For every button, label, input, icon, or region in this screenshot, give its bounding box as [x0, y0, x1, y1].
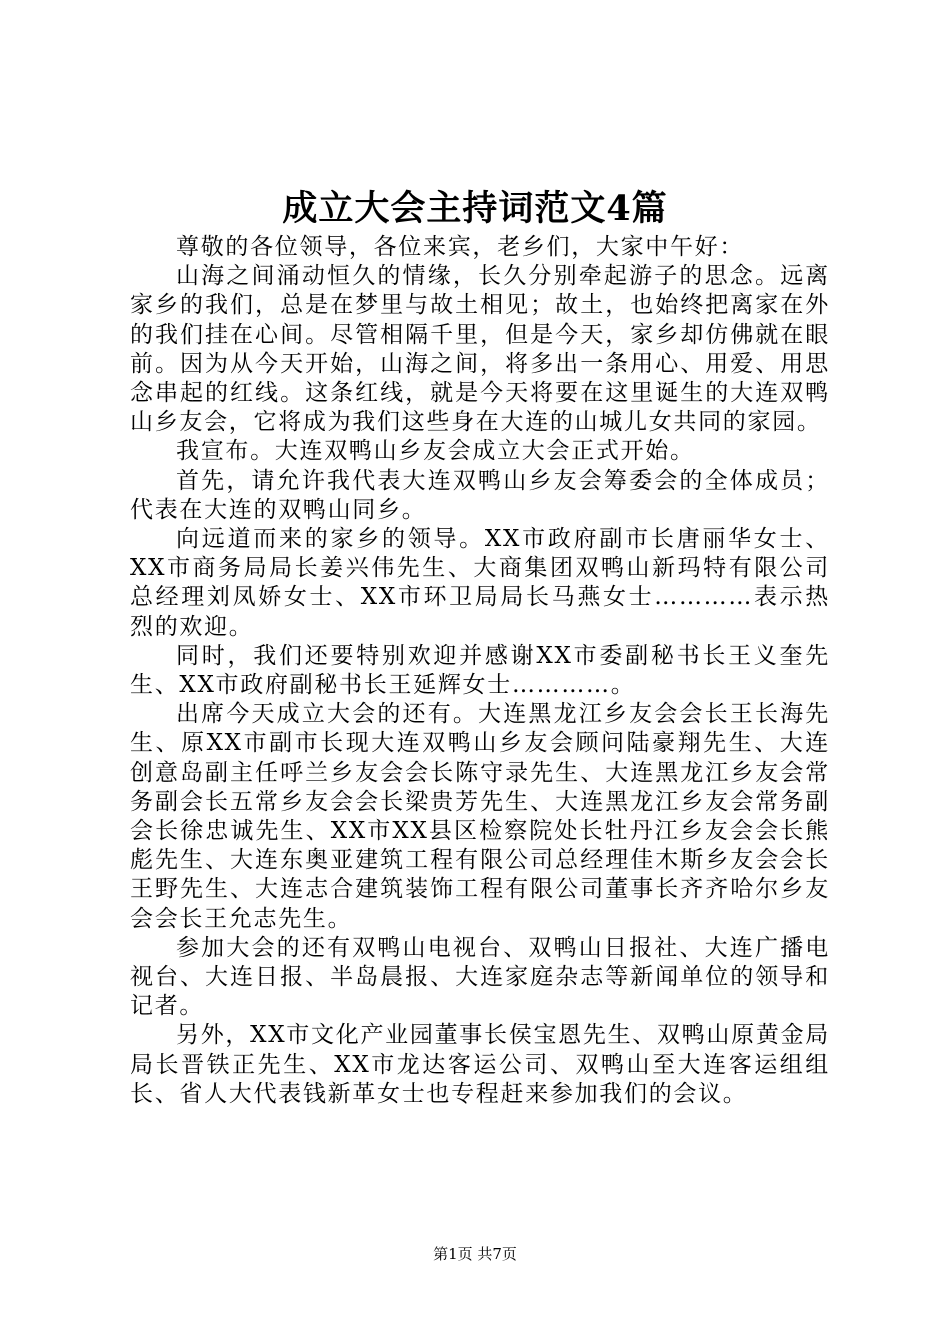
paragraph-welcome-leaders: 向远道而来的家乡的领导。XX市政府副市长唐丽华女士、XX市商务局局长姜兴伟先生、大商集团双鸭山新玛特有限公司总经理刘凤娇女士、XX市环卫局局长马燕女士…………表示热烈的欢迎。: [130, 526, 830, 640]
paragraph-media: 参加大会的还有双鸭山电视台、双鸭山日报社、大连广播电视台、大连日报、半岛晨报、大连家庭杂志等新闻单位的领导和记者。: [130, 934, 830, 1020]
paragraph-first: 首先，请允许我代表大连双鸭山乡友会筹委会的全体成员；代表在大连的双鸭山同乡。: [130, 467, 830, 523]
paragraph-others: 另外，XX市文化产业园董事长侯宝恩先生、双鸭山原黄金局局长晋铁正先生、XX市龙达客运公司、双鸭山至大连客运组组长、省人大代表钱新革女士也专程赶来参加我们的会议。: [130, 1022, 830, 1107]
paragraph-attendees: 出席今天成立大会的还有。大连黑龙江乡友会会长王长海先生、原XX市副市长现大连双鸭山乡友会顾问陆豪翔先生、大连创意岛副主任呼兰乡友会会长陈守录先生、大连黑龙江乡友会常务副会长五常乡友会会长梁贵芳先生、大连黑龙江乡友会常务副会长徐忠诚先生、XX市XX县区检察院处长牡丹江乡友会会长熊彪先生、大连东奥亚建筑工程有限公司总经理佳木斯乡友会会长王野先生、大连志合建筑装饰工程有限公司董事长齐齐哈尔乡友会会长王允志先生。: [130, 701, 830, 932]
document-title: 成立大会主持词范文4篇: [282, 188, 668, 229]
paragraph-announcement: 我宣布。大连双鸭山乡友会成立大会正式开始。: [176, 438, 695, 465]
paragraph-greeting: 尊敬的各位领导，各位来宾，老乡们，大家中午好：: [176, 234, 745, 260]
paragraph-opening: 山海之间涌动恒久的情缘，长久分别牵起游子的思念。远离家乡的我们，总是在梦里与故土相见；故土，也始终把离家在外的我们挂在心间。尽管相隔千里，但是今天，家乡却仿佛就在眼前。因为从今天开始，山海之间，将多出一条用心、用爱、用思念串起的红线。这条红线，就是今天将要在这里诞生的大连双鸭山乡友会，它将成为我们这些身在大连的山城儿女共同的家园。: [130, 263, 830, 436]
page-number-footer: 第1页 共7页: [433, 1245, 517, 1263]
paragraph-thanks: 同时，我们还要特别欢迎并感谢XX市委副秘书长王义奎先生、XX市政府副秘书长王延辉女士…………。: [130, 642, 830, 699]
document-body: [130, 233, 830, 1109]
